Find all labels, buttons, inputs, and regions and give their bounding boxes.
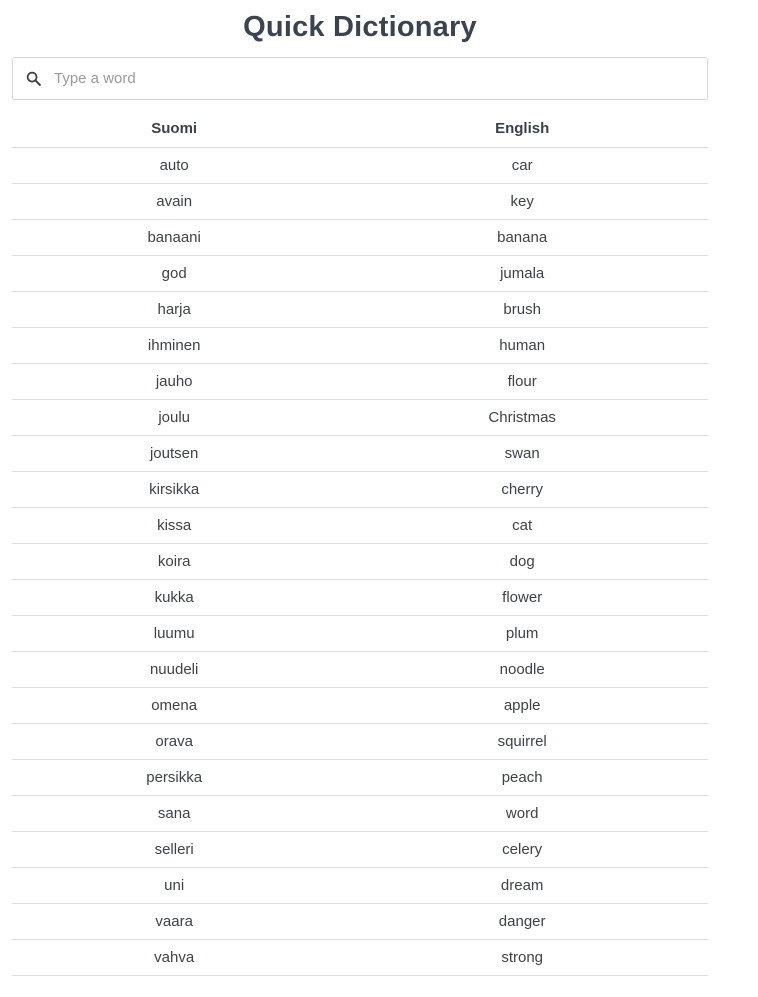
table-row bbox=[12, 327, 708, 363]
english-cell: plum bbox=[336, 615, 708, 651]
english-cell: swan bbox=[336, 435, 708, 471]
table-row bbox=[12, 399, 708, 435]
suomi-cell: kukka bbox=[12, 579, 336, 615]
suomi-cell: ihminen bbox=[12, 327, 336, 363]
suomi-cell: kissa bbox=[12, 507, 336, 543]
english-cell: brush bbox=[336, 291, 708, 327]
suomi-cell: sana bbox=[12, 795, 336, 831]
search-input[interactable] bbox=[52, 69, 695, 88]
table-row bbox=[12, 615, 708, 651]
table-row bbox=[12, 507, 708, 543]
english-cell: word bbox=[336, 795, 708, 831]
english-cell: noodle bbox=[336, 651, 708, 687]
english-cell: strong bbox=[336, 939, 708, 975]
table-row bbox=[12, 903, 708, 939]
suomi-cell: kirsikka bbox=[12, 471, 336, 507]
suomi-cell: banaani bbox=[12, 219, 336, 255]
table-row bbox=[12, 687, 708, 723]
english-cell: cherry bbox=[336, 471, 708, 507]
table-header-row bbox=[12, 111, 708, 147]
table-row bbox=[12, 255, 708, 291]
table-row bbox=[12, 435, 708, 471]
suomi-cell: vaara bbox=[12, 903, 336, 939]
table-row bbox=[12, 291, 708, 327]
suomi-cell: persikka bbox=[12, 759, 336, 795]
english-cell: peach bbox=[336, 759, 708, 795]
suomi-cell: joulu bbox=[12, 399, 336, 435]
suomi-cell: harja bbox=[12, 291, 336, 327]
table-row bbox=[12, 651, 708, 687]
english-cell: danger bbox=[336, 903, 708, 939]
dictionary-table bbox=[12, 111, 708, 976]
english-cell: car bbox=[336, 147, 708, 183]
page-title: Quick Dictionary bbox=[243, 11, 477, 43]
english-cell: human bbox=[336, 327, 708, 363]
english-cell: jumala bbox=[336, 255, 708, 291]
table-row bbox=[12, 795, 708, 831]
search-box bbox=[12, 57, 708, 100]
english-cell: banana bbox=[336, 219, 708, 255]
magnifier-icon bbox=[25, 70, 42, 87]
table-row bbox=[12, 723, 708, 759]
table-row bbox=[12, 183, 708, 219]
dictionary-table-body bbox=[12, 147, 708, 975]
suomi-cell: uni bbox=[12, 867, 336, 903]
table-row bbox=[12, 939, 708, 975]
table-row bbox=[12, 867, 708, 903]
table-row bbox=[12, 471, 708, 507]
table-row bbox=[12, 543, 708, 579]
suomi-cell: omena bbox=[12, 687, 336, 723]
english-cell: apple bbox=[336, 687, 708, 723]
suomi-cell: luumu bbox=[12, 615, 336, 651]
table-row bbox=[12, 219, 708, 255]
suomi-cell: jauho bbox=[12, 363, 336, 399]
table-row bbox=[12, 147, 708, 183]
english-cell: cat bbox=[336, 507, 708, 543]
table-row bbox=[12, 759, 708, 795]
english-cell: dog bbox=[336, 543, 708, 579]
suomi-cell: nuudeli bbox=[12, 651, 336, 687]
suomi-cell: orava bbox=[12, 723, 336, 759]
english-cell: flower bbox=[336, 579, 708, 615]
table-row bbox=[12, 363, 708, 399]
suomi-cell: koira bbox=[12, 543, 336, 579]
suomi-cell: joutsen bbox=[12, 435, 336, 471]
table-row bbox=[12, 831, 708, 867]
page-container bbox=[12, 11, 708, 976]
table-row bbox=[12, 579, 708, 615]
suomi-cell: god bbox=[12, 255, 336, 291]
english-cell: flour bbox=[336, 363, 708, 399]
english-cell: celery bbox=[336, 831, 708, 867]
suomi-cell: selleri bbox=[12, 831, 336, 867]
english-cell: squirrel bbox=[336, 723, 708, 759]
suomi-cell: auto bbox=[12, 147, 336, 183]
suomi-cell: vahva bbox=[12, 939, 336, 975]
column-header-suomi: Suomi bbox=[12, 111, 336, 147]
english-cell: dream bbox=[336, 867, 708, 903]
english-cell: Christmas bbox=[336, 399, 708, 435]
suomi-cell: avain bbox=[12, 183, 336, 219]
english-cell: key bbox=[336, 183, 708, 219]
column-header-english: English bbox=[336, 111, 708, 147]
